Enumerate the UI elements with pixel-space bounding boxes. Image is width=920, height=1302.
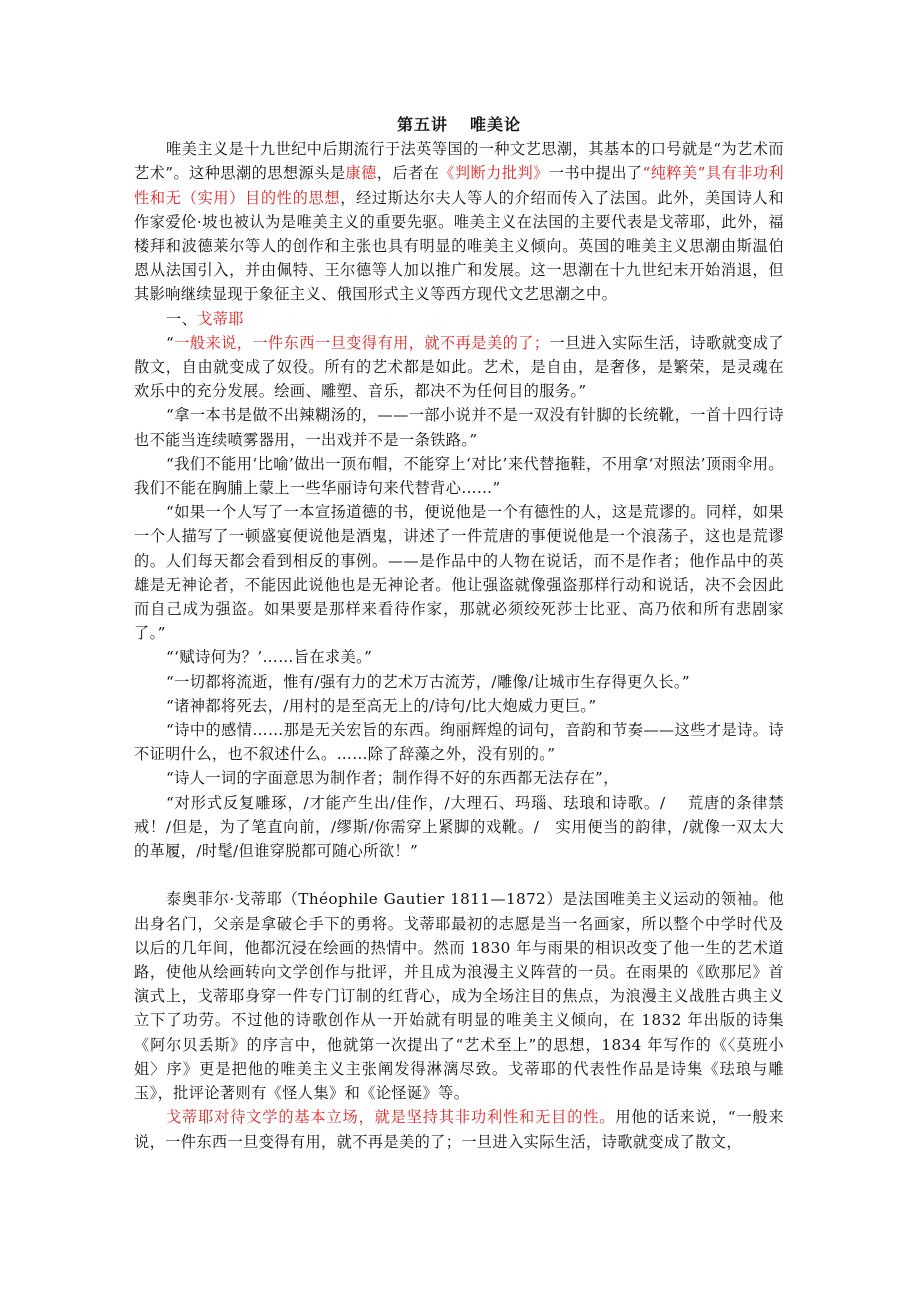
biography-paragraph: 泰奥菲尔·戈蒂耶（Théophile Gautier 1811—1872）是法国唯美主义运动的领袖。他出身名门，父亲是拿破仑手下的勇将。戈蒂耶最初的志愿是当一名画家，所以整个中学时代及以后的几年间，他都沉浸在绘画的热情中。然而 1830 年与雨果的相识改变了他一生的艺术道路，使他从绘画转向文学创作与批评，并且成为浪漫主义阵营的一员。在雨果的《欧那尼》首演式上，戈蒂耶身穿一件专门订制的红背心，成为全场注目的焦点，为浪漫主义战胜古典主义立下了功劳。不过他的诗歌创作从一开始就有明显的唯美主义倾向，在 1832 年出版的诗集《阿尔贝丢斯》的序言中，他就第一次提出了“艺术至上”的思想，1834 年写作的《〈莫班小姐〉序》更是把他的唯美主义主张阐发得淋漓尽致。戈蒂耶的代表性作品是诗集《珐琅与雕玉》，批评论著则有《怪人集》和《论怪诞》等。 bbox=[134, 890, 784, 1103]
quote-paragraph: “一切都将流逝，惟有/强有力的艺术万古流芳，/雕像/让城市生存得更久长。” bbox=[166, 672, 691, 691]
blank-line bbox=[134, 863, 784, 887]
section-heading-gautier bbox=[134, 307, 784, 331]
stance-highlight: 戈蒂耶对待文学的基本立场，就是坚持其非功利性和无目的性。 bbox=[166, 1108, 616, 1127]
page-title bbox=[134, 113, 784, 137]
intro-text-2: ，后者在 bbox=[376, 164, 440, 183]
stance-paragraph bbox=[134, 1105, 784, 1153]
document-body bbox=[134, 113, 784, 1154]
quote-paragraph: “诗中的感情……那是无关宏旨的东西。绚丽辉煌的词句，音韵和节奏——这些才是诗。诗不证明什么，也不叙述什么。……除了辞藻之外，没有别的。” bbox=[134, 721, 784, 764]
quote-paragraph bbox=[134, 331, 784, 404]
intro-highlight-kant: 康德 bbox=[345, 164, 377, 183]
quote-paragraph: “我们不能用‘比喻’做出一顶布帽，不能穿上‘对比’来代替拖鞋，不用拿‘对照法’顶雨伞用。我们不能在胸脯上蒙上一些华丽诗句来代替背心……” bbox=[134, 454, 784, 498]
quote-text: 一旦进入实际生活，诗歌就变成了散文，自由就变成了奴役。所有的艺术都是如此。艺术，是自由，是奢侈，是繁荣，是灵魂在欢乐中的充分发展。绘画、雕塑、音乐，都决不为任何目的服务。” bbox=[134, 333, 784, 401]
quote-highlight: 一般来说，一件东西一旦变得有用，就不再是美的了； bbox=[174, 333, 550, 352]
quote-paragraph: “拿一本书是做不出辣糊汤的，——一部小说并不是一双没有针脚的长统靴，一首十四行诗也不能当连续喷雾器用，一出戏并不是一条铁路。” bbox=[134, 406, 784, 449]
section-name: 戈蒂耶 bbox=[197, 309, 244, 328]
quote-paragraph: “诗人一词的字面意思为制作者；制作得不好的东西都无法存在”， bbox=[166, 769, 619, 788]
quote-paragraph: “诸神都将死去，/用村的是至高无上的/诗句/比大炮威力更巨。” bbox=[166, 696, 597, 715]
quote-open-mark: “ bbox=[166, 333, 175, 352]
quote-paragraph: “‘赋诗何为？’……旨在求美。” bbox=[166, 648, 373, 667]
intro-text-3: 一书中提出了 bbox=[548, 164, 643, 183]
intro-highlight-pure-beauty: “纯粹美”具有非功利性和无（实用）目的性的思想 bbox=[134, 164, 784, 207]
quote-paragraph: “对形式反复雕琢，/才能产生出/佳作，/大理石、玛瑙、珐琅和诗歌。/ 荒唐的条律禁戒！/但是，为了笔直向前，/缪斯/你需穿上紧脚的戏靴。/ 实用便当的韵律，/就像一双太大的革履，/时髦/但谁穿脱都可随心所欲！” bbox=[134, 793, 784, 861]
title-lecture: 第五讲 bbox=[396, 115, 448, 134]
quote-paragraph: “如果一个人写了一本宣扬道德的书，便说他是一个有德性的人，这是荒谬的。同样，如果一个人描写了一顿盛宴便说他是酒鬼，讲述了一件荒唐的事便说他是一个浪荡子，这也是荒谬的。人们每天都会看到相反的事例。——是作品中的人物在说话，而不是作者；他作品中的英雄是无神论者，不能因此说他也是无神论者。他让强盗就像强盗那样行动和说话，决不会因此而自己成为强盗。如果要是那样来看待作家，那就必须绞死莎士比亚、高乃依和所有悲剧家了。” bbox=[134, 503, 784, 643]
intro-text-1: 唯美主义是十九世纪中后期流行于法英等国的一种文艺思潮，其基本的口号就是“为艺术而艺术”。这种思潮的思想源头是 bbox=[134, 140, 784, 183]
intro-highlight-book: 《判断力批判》 bbox=[439, 164, 549, 183]
intro-text-4: ，经过斯达尔夫人等人的介绍而传入了法国。此外，美国诗人和作家爱伦·坡也被认为是唯美主义的重要先驱。唯美主义在法国的主要代表是戈蒂耶，此外，福楼拜和波德莱尔等人的创作和主张也具有明显的唯美主义倾向。英国的唯美主义思潮由斯温伯恩从法国引入，并由佩特、王尔德等人加以推广和发展。这一思潮在十九世纪末开始消退，但其影响继续显现于象征主义、俄国形式主义等西方现代文艺思潮之中。 bbox=[134, 188, 784, 304]
section-number: 一、 bbox=[166, 309, 198, 328]
title-topic: 唯美论 bbox=[470, 115, 522, 134]
stance-text: 用他的话来说，“一般来说，一件东西一旦变得有用，就不再是美的了；一旦进入实际生活，诗歌就变成了散文， bbox=[134, 1108, 785, 1151]
intro-paragraph bbox=[134, 137, 784, 306]
